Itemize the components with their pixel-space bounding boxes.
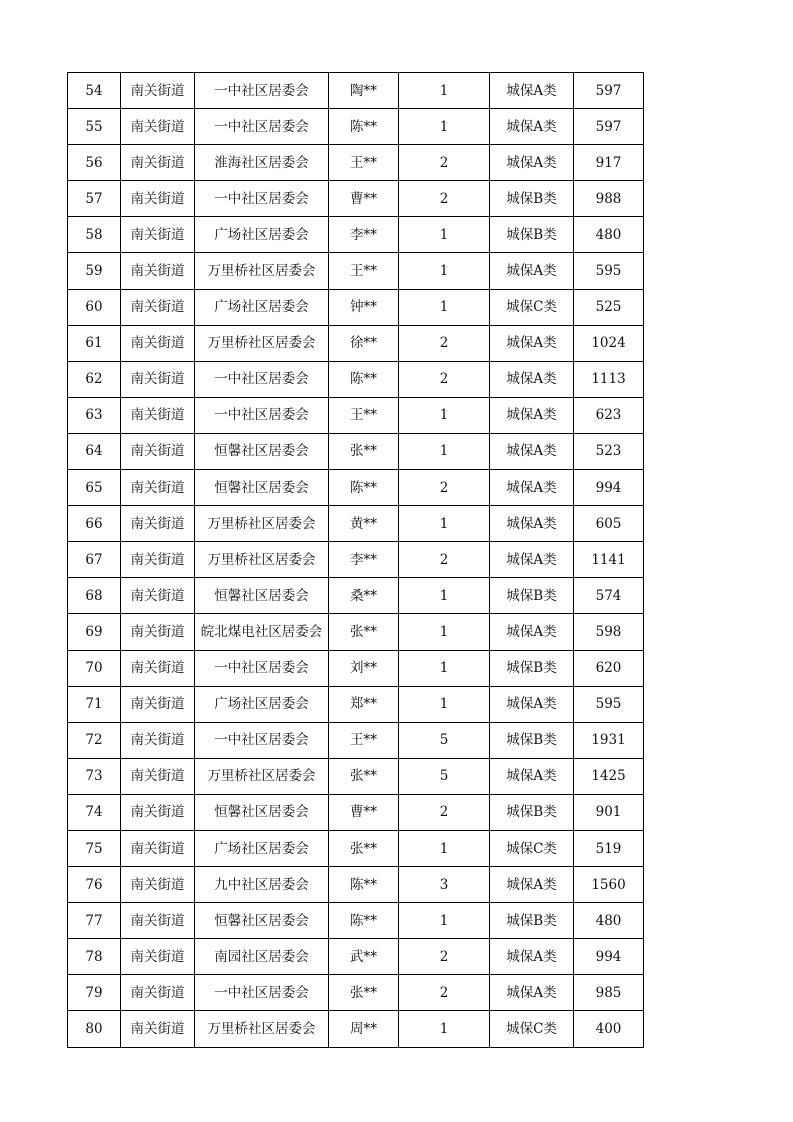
cell-index: 66 [68,506,121,542]
cell-index: 78 [68,939,121,975]
cell-count: 5 [399,758,490,794]
cell-count: 3 [399,867,490,903]
cell-community: 恒馨社区居委会 [195,470,329,506]
cell-category: 城保A类 [490,361,574,397]
cell-name: 王** [329,145,399,181]
cell-amount: 994 [574,470,644,506]
cell-community: 一中社区居委会 [195,722,329,758]
cell-category: 城保A类 [490,433,574,469]
cell-count: 1 [399,217,490,253]
cell-index: 69 [68,614,121,650]
cell-street: 南关街道 [121,361,195,397]
cell-category: 城保B类 [490,578,574,614]
cell-amount: 1141 [574,542,644,578]
cell-index: 58 [68,217,121,253]
cell-street: 南关街道 [121,217,195,253]
cell-community: 九中社区居委会 [195,867,329,903]
cell-name: 张** [329,975,399,1011]
cell-name: 张** [329,433,399,469]
cell-category: 城保A类 [490,506,574,542]
cell-community: 万里桥社区居委会 [195,253,329,289]
cell-community: 恒馨社区居委会 [195,794,329,830]
cell-name: 曹** [329,794,399,830]
cell-name: 王** [329,397,399,433]
cell-amount: 605 [574,506,644,542]
cell-community: 恒馨社区居委会 [195,903,329,939]
cell-community: 万里桥社区居委会 [195,542,329,578]
table-row [68,758,644,794]
cell-count: 1 [399,73,490,109]
table-row [68,830,644,866]
cell-street: 南关街道 [121,109,195,145]
cell-name: 王** [329,722,399,758]
cell-count: 2 [399,470,490,506]
cell-amount: 597 [574,73,644,109]
cell-index: 76 [68,867,121,903]
cell-amount: 620 [574,650,644,686]
cell-amount: 1425 [574,758,644,794]
cell-amount: 988 [574,181,644,217]
cell-count: 2 [399,975,490,1011]
cell-index: 74 [68,794,121,830]
table-row [68,1011,644,1047]
cell-count: 1 [399,686,490,722]
cell-category: 城保B类 [490,794,574,830]
cell-street: 南关街道 [121,903,195,939]
cell-community: 万里桥社区居委会 [195,758,329,794]
table-row [68,867,644,903]
cell-street: 南关街道 [121,506,195,542]
table-row [68,217,644,253]
cell-community: 广场社区居委会 [195,217,329,253]
cell-count: 2 [399,181,490,217]
cell-category: 城保A类 [490,867,574,903]
cell-amount: 519 [574,830,644,866]
cell-community: 万里桥社区居委会 [195,325,329,361]
cell-street: 南关街道 [121,686,195,722]
cell-category: 城保B类 [490,722,574,758]
cell-category: 城保A类 [490,397,574,433]
table-row [68,181,644,217]
cell-street: 南关街道 [121,1011,195,1047]
cell-street: 南关街道 [121,722,195,758]
cell-name: 李** [329,542,399,578]
table-row [68,794,644,830]
cell-count: 1 [399,506,490,542]
table-row [68,578,644,614]
cell-name: 张** [329,614,399,650]
cell-community: 万里桥社区居委会 [195,506,329,542]
cell-street: 南关街道 [121,470,195,506]
table-row [68,506,644,542]
cell-category: 城保A类 [490,145,574,181]
cell-index: 72 [68,722,121,758]
cell-amount: 525 [574,289,644,325]
table-row [68,73,644,109]
cell-index: 62 [68,361,121,397]
cell-name: 张** [329,830,399,866]
cell-count: 2 [399,542,490,578]
cell-community: 一中社区居委会 [195,975,329,1011]
cell-category: 城保A类 [490,686,574,722]
cell-category: 城保A类 [490,109,574,145]
cell-name: 王** [329,253,399,289]
cell-category: 城保A类 [490,73,574,109]
table-row [68,361,644,397]
cell-community: 恒馨社区居委会 [195,578,329,614]
cell-count: 1 [399,289,490,325]
cell-index: 77 [68,903,121,939]
cell-index: 54 [68,73,121,109]
cell-community: 一中社区居委会 [195,73,329,109]
cell-community: 一中社区居委会 [195,650,329,686]
cell-count: 2 [399,794,490,830]
cell-index: 73 [68,758,121,794]
cell-name: 刘** [329,650,399,686]
cell-name: 钟** [329,289,399,325]
cell-name: 曹** [329,181,399,217]
table-row [68,253,644,289]
cell-index: 79 [68,975,121,1011]
cell-category: 城保A类 [490,758,574,794]
cell-community: 一中社区居委会 [195,109,329,145]
cell-community: 淮海社区居委会 [195,145,329,181]
cell-street: 南关街道 [121,867,195,903]
table-row [68,397,644,433]
cell-index: 61 [68,325,121,361]
table-row [68,145,644,181]
cell-street: 南关街道 [121,830,195,866]
cell-amount: 598 [574,614,644,650]
table-row [68,975,644,1011]
cell-category: 城保B类 [490,903,574,939]
cell-count: 1 [399,109,490,145]
cell-amount: 917 [574,145,644,181]
cell-community: 南园社区居委会 [195,939,329,975]
cell-community: 一中社区居委会 [195,361,329,397]
cell-name: 陈** [329,867,399,903]
cell-amount: 985 [574,975,644,1011]
cell-count: 2 [399,939,490,975]
cell-count: 2 [399,145,490,181]
cell-community: 万里桥社区居委会 [195,1011,329,1047]
cell-category: 城保A类 [490,470,574,506]
cell-count: 2 [399,325,490,361]
cell-street: 南关街道 [121,433,195,469]
cell-street: 南关街道 [121,145,195,181]
cell-count: 1 [399,1011,490,1047]
cell-name: 黄** [329,506,399,542]
cell-index: 71 [68,686,121,722]
cell-category: 城保B类 [490,181,574,217]
cell-index: 59 [68,253,121,289]
cell-name: 陶** [329,73,399,109]
cell-category: 城保C类 [490,1011,574,1047]
cell-amount: 480 [574,903,644,939]
cell-count: 1 [399,650,490,686]
cell-street: 南关街道 [121,975,195,1011]
cell-name: 张** [329,758,399,794]
cell-category: 城保A类 [490,253,574,289]
cell-category: 城保C类 [490,830,574,866]
data-table [67,72,644,1048]
table-row [68,686,644,722]
cell-category: 城保A类 [490,939,574,975]
table-row [68,470,644,506]
cell-street: 南关街道 [121,325,195,361]
cell-index: 60 [68,289,121,325]
cell-name: 周** [329,1011,399,1047]
cell-amount: 523 [574,433,644,469]
cell-name: 桑** [329,578,399,614]
table-row [68,614,644,650]
cell-amount: 901 [574,794,644,830]
cell-name: 郑** [329,686,399,722]
cell-community: 一中社区居委会 [195,397,329,433]
cell-community: 广场社区居委会 [195,289,329,325]
cell-index: 56 [68,145,121,181]
cell-count: 1 [399,614,490,650]
cell-street: 南关街道 [121,939,195,975]
cell-community: 一中社区居委会 [195,181,329,217]
cell-count: 2 [399,361,490,397]
cell-category: 城保A类 [490,325,574,361]
cell-count: 1 [399,578,490,614]
cell-amount: 1113 [574,361,644,397]
table-row [68,433,644,469]
cell-street: 南关街道 [121,73,195,109]
cell-street: 南关街道 [121,614,195,650]
table-row [68,939,644,975]
cell-index: 65 [68,470,121,506]
cell-amount: 1024 [574,325,644,361]
cell-name: 李** [329,217,399,253]
cell-community: 广场社区居委会 [195,830,329,866]
cell-amount: 994 [574,939,644,975]
cell-name: 陈** [329,361,399,397]
cell-index: 57 [68,181,121,217]
cell-count: 1 [399,253,490,289]
cell-amount: 623 [574,397,644,433]
cell-amount: 480 [574,217,644,253]
cell-index: 63 [68,397,121,433]
cell-street: 南关街道 [121,794,195,830]
cell-amount: 597 [574,109,644,145]
cell-community: 恒馨社区居委会 [195,433,329,469]
cell-street: 南关街道 [121,289,195,325]
cell-street: 南关街道 [121,578,195,614]
cell-amount: 400 [574,1011,644,1047]
cell-category: 城保B类 [490,650,574,686]
cell-street: 南关街道 [121,253,195,289]
cell-amount: 1560 [574,867,644,903]
cell-count: 1 [399,903,490,939]
cell-index: 75 [68,830,121,866]
cell-name: 陈** [329,109,399,145]
cell-amount: 1931 [574,722,644,758]
cell-street: 南关街道 [121,397,195,433]
table-body [68,73,644,1048]
cell-amount: 574 [574,578,644,614]
cell-index: 70 [68,650,121,686]
cell-category: 城保A类 [490,975,574,1011]
cell-count: 1 [399,397,490,433]
cell-index: 64 [68,433,121,469]
cell-index: 80 [68,1011,121,1047]
table-row [68,903,644,939]
table-row [68,289,644,325]
cell-count: 1 [399,830,490,866]
cell-amount: 595 [574,253,644,289]
cell-name: 陈** [329,470,399,506]
cell-name: 武** [329,939,399,975]
table-row [68,722,644,758]
cell-category: 城保C类 [490,289,574,325]
cell-index: 67 [68,542,121,578]
cell-category: 城保A类 [490,614,574,650]
cell-category: 城保A类 [490,542,574,578]
cell-street: 南关街道 [121,650,195,686]
cell-category: 城保B类 [490,217,574,253]
cell-count: 5 [399,722,490,758]
cell-street: 南关街道 [121,181,195,217]
cell-community: 广场社区居委会 [195,686,329,722]
cell-count: 1 [399,433,490,469]
cell-amount: 595 [574,686,644,722]
table-row [68,325,644,361]
cell-index: 68 [68,578,121,614]
cell-name: 徐** [329,325,399,361]
cell-name: 陈** [329,903,399,939]
cell-street: 南关街道 [121,542,195,578]
table-row [68,542,644,578]
cell-community: 皖北煤电社区居委会 [195,614,329,650]
table-row [68,109,644,145]
cell-index: 55 [68,109,121,145]
table-row [68,650,644,686]
cell-street: 南关街道 [121,758,195,794]
